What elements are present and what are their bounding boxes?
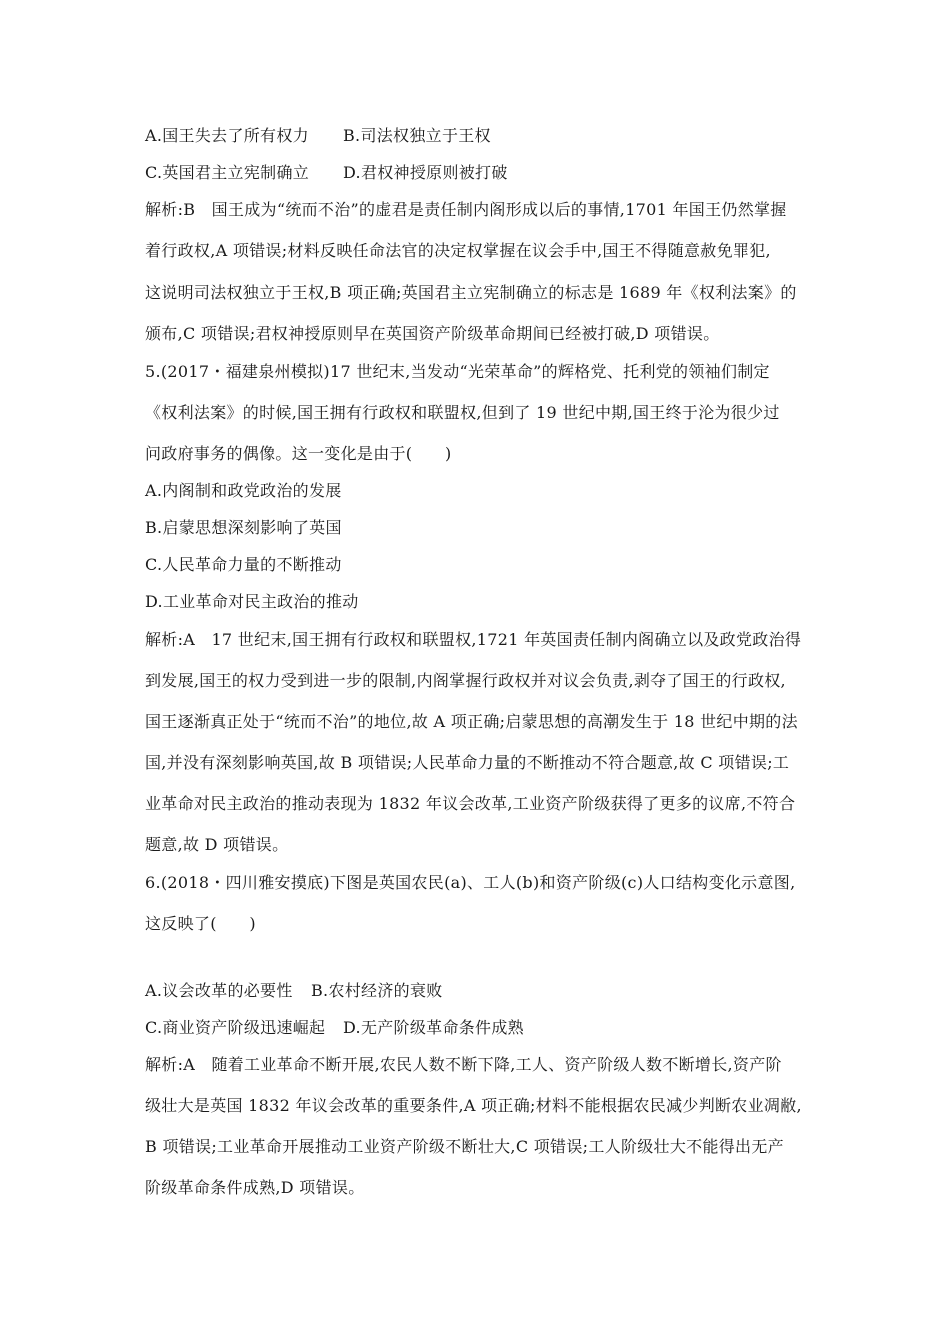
q4-analysis-line: 着行政权,A 项错误;材料反映任命法官的决定权掌握在议会手中,国王不得随意赦免罪犯,: [145, 241, 771, 260]
q6-option-a: A.议会改革的必要性: [145, 981, 293, 1000]
q5-analysis-line: 国王逐渐真正处于“统而不治”的地位,故 A 项正确;启蒙思想的高潮发生于 18 世纪中期的法: [145, 712, 798, 731]
q4-option-d: D.君权神授原则被打破: [343, 163, 508, 182]
q5-option-a: A.内阁制和政党政治的发展: [145, 481, 342, 500]
q6-analysis-line: 解析:A 随着工业革命不断开展,农民人数不断下降,工人、资产阶级人数不断增长,资产阶: [145, 1055, 782, 1074]
q5-analysis-line: 到发展,国王的权力受到进一步的限制,内阁掌握行政权并对议会负责,剥夺了国王的行政权,: [145, 671, 786, 690]
q5-analysis-line: 国,并没有深刻影响英国,故 B 项错误;人民革命力量的不断推动不符合题意,故 C 项错误;工: [145, 753, 790, 772]
q6-option-c: C.商业资产阶级迅速崛起: [145, 1018, 326, 1037]
q6-stem-line: 6.(2018・四川雅安摸底)下图是英国农民(a)、工人(b)和资产阶级(c)人口结构变化示意图,: [145, 873, 796, 892]
q5-stem-line: 5.(2017・福建泉州模拟)17 世纪末,当发动“光荣革命”的辉格党、托利党的领袖们制定: [145, 362, 770, 381]
q6-analysis-line: 阶级革命条件成熟,D 项错误。: [145, 1178, 365, 1197]
q5-stem-line: 问政府事务的偶像。这一变化是由于( ): [145, 444, 452, 463]
q5-option-c: C.人民革命力量的不断推动: [145, 555, 342, 574]
q6-option-row-2: [145, 1018, 524, 1038]
q5-option-d: D.工业革命对民主政治的推动: [145, 592, 359, 611]
q4-analysis-line: 这说明司法权独立于王权,B 项正确;英国君主立宪制确立的标志是 1689 年《权利法案》的: [145, 283, 797, 302]
q4-option-row-1: [145, 126, 491, 146]
q4-option-c: C.英国君主立宪制确立: [145, 163, 310, 182]
q5-analysis-line: 业革命对民主政治的推动表现为 1832 年议会改革,工业资产阶级获得了更多的议席,不符合: [145, 794, 796, 813]
q6-option-d: D.无产阶级革命条件成熟: [343, 1018, 524, 1037]
q6-stem-line: 这反映了( ): [145, 914, 256, 933]
q6-analysis-line: B 项错误;工业革命开展推动工业资产阶级不断壮大,C 项错误;工人阶级壮大不能得出无产: [145, 1137, 784, 1156]
q5-stem-line: 《权利法案》的时候,国王拥有行政权和联盟权,但到了 19 世纪中期,国王终于沦为很少过: [145, 403, 780, 422]
q5-option-b: B.启蒙思想深刻影响了英国: [145, 518, 342, 537]
q6-analysis-line: 级壮大是英国 1832 年议会改革的重要条件,A 项正确;材料不能根据农民减少判断农业凋敝,: [145, 1096, 802, 1115]
q5-analysis-line: 解析:A 17 世纪末,国王拥有行政权和联盟权,1721 年英国责任制内阁确立以及政党政治得: [145, 630, 802, 649]
q5-analysis-line: 题意,故 D 项错误。: [145, 835, 289, 854]
q4-option-b: B.司法权独立于王权: [343, 126, 491, 145]
q6-option-b: B.农村经济的衰败: [311, 981, 443, 1000]
q4-analysis-line: 颁布,C 项错误;君权神授原则早在英国资产阶级革命期间已经被打破,D 项错误。: [145, 324, 720, 343]
q4-option-a: A.国王失去了所有权力: [145, 126, 309, 145]
q6-option-row-1: [145, 981, 443, 1001]
q4-analysis-line: 解析:B 国王成为“统而不治”的虚君是责任制内阁形成以后的事情,1701 年国王仍然掌握: [145, 200, 787, 219]
q4-option-row-2: [145, 163, 508, 183]
